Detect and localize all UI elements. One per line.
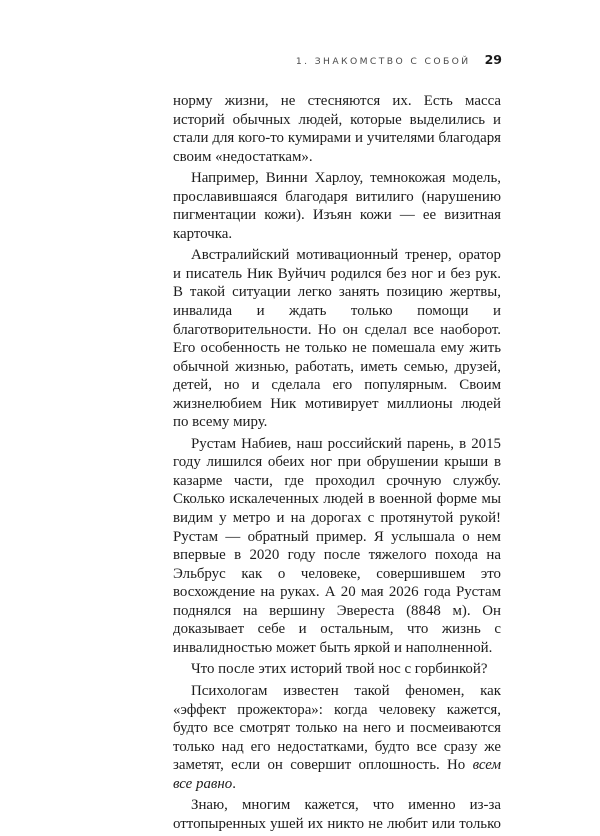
paragraph-4 xyxy=(173,435,501,658)
paragraph-5 xyxy=(173,660,501,679)
paragraph-text: . xyxy=(232,775,236,792)
paragraph-6 xyxy=(173,682,501,793)
paragraph-text: Австралийский мотивационный тренер, оратор и писатель Ник Вуйчич родился без ног и без рук. В такой ситуации легко занять позицию жертвы, инвалида и ждать только помощи и благотворительности. Но он сделал все наоборот. Его особенность не только не помешала ему жить обычной жизнью, работать, иметь семью, друзей, детей, но и сделала его популярным. Своим жизнелюбием Ник мотивирует миллионы людей по всему миру. xyxy=(173,247,501,431)
paragraph-text: Рустам Набиев, наш российский парень, в 2015 году лишился обеих ног при обрушении крыши в казарме части, где проходил срочную службу. Сколько искалеченных людей в военной форме мы видим у метро и на дорогах с протянутой рукой! Рустам — обратный пример. Я услышала о нем впервые в 2020 году после тяжелого похода на Эльбрус как о человеке, совершившем это восхождение на руках. А 20 мая 2026 года Рустам поднялся на вершину Эвереста (8848 м). Он доказывает себе и остальным, что жизнь с инвалидностью может быть яркой и наполненной. xyxy=(173,435,501,656)
paragraph-3 xyxy=(173,246,501,431)
paragraph-2 xyxy=(173,169,501,243)
emphasis-text: всем все равно xyxy=(173,757,501,792)
paragraph-text: норму жизни, не стесняются их. Есть масса историй обычных людей, которые выделились и стали для кого-то кумирами и учителями благодаря своим «недостаткам». xyxy=(173,93,501,165)
paragraph-text: Что после этих историй твой нос с горбинкой? xyxy=(191,661,488,678)
paragraph-1 xyxy=(173,92,501,166)
paragraph-text: Знаю, многим кажется, что именно из-за оттопыренных ушей их никто не любит или только xyxy=(173,797,501,832)
paragraph-7 xyxy=(173,796,501,833)
paragraph-text: Например, Винни Харлоу, темнокожая модель, прославившаяся благодаря витилиго (нарушению пигментации кожи). Изъян кожи — ее визитная карточка. xyxy=(173,170,501,242)
chapter-running-title: 1. ЗНАКОМСТВО С СОБОЙ xyxy=(295,56,471,67)
page-number: 29 xyxy=(484,52,502,67)
body-text xyxy=(173,92,501,836)
running-head xyxy=(296,52,502,67)
paragraph-text: Психологам известен такой феномен, как «эффект прожектора»: когда человеку кажется, будто все смотрят только на него и посмеиваются только над его недостатками, будто все сразу же заметят, если он совершит оплошность. Но xyxy=(173,682,501,774)
